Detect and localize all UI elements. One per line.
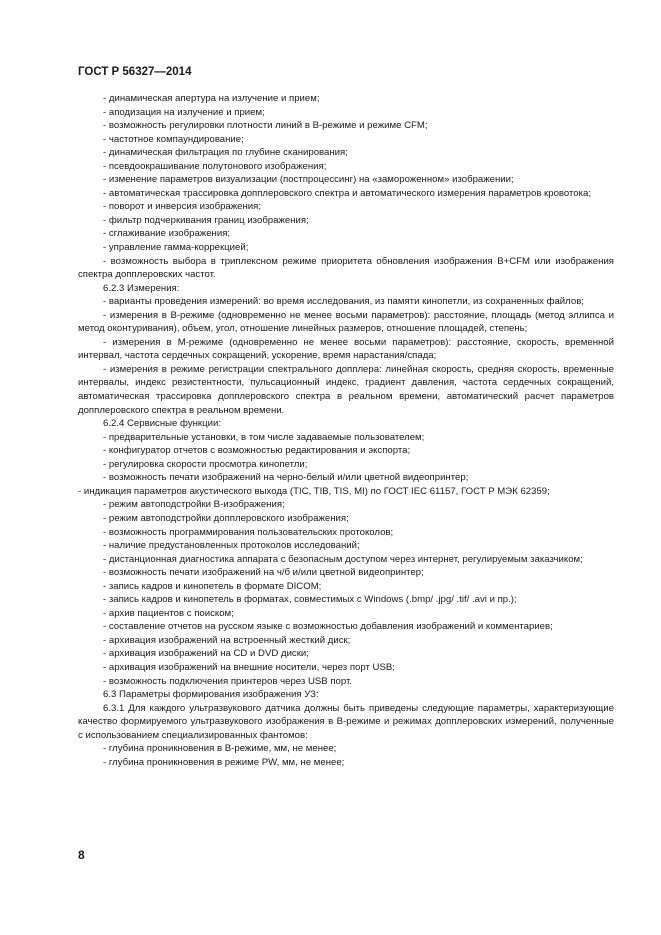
paragraph: - аподизация на излучение и прием; xyxy=(103,106,265,118)
paragraph: - возможность регулировки плотности линий в В-режиме и режиме CFM; xyxy=(103,120,428,132)
paragraph: - глубина проникновения в В-режиме, мм, не менее; xyxy=(103,743,337,755)
paragraph: - наличие предустановленных протоколов исследований; xyxy=(103,540,360,552)
paragraph: - глубина проникновения в режиме PW, мм, не менее; xyxy=(103,756,345,768)
paragraph: - архивация изображений на CD и DVD диски; xyxy=(103,648,309,660)
paragraph: - динамическая фильтрация по глубине сканирования; xyxy=(103,147,348,159)
paragraph: - запись кадров и кинопетель в форматах, совместимых с Windows (.bmp/ .jpg/ .tif/ .avi и пр.); xyxy=(103,594,517,606)
paragraph: - псевдоокрашивание полутонового изображения; xyxy=(103,160,327,172)
paragraph: - изменение параметров визуализации (постпроцессинг) на «замороженном» изображении; xyxy=(103,174,514,186)
paragraph: 6.2.4 Сервисные функции: xyxy=(103,418,222,430)
document-body xyxy=(78,92,614,769)
paragraph: - возможность программирования пользовательских протоколов; xyxy=(103,526,394,538)
paragraph: - регулировка скорости просмотра кинопетли; xyxy=(103,458,308,470)
paragraph: - сглаживание изображения; xyxy=(103,228,231,240)
paragraph: - индикация параметров акустического выхода (TIC, TIB, TIS, MI) по ГОСТ IEC 61157, ГОСТ Р МЭК 62359; xyxy=(78,485,550,497)
paragraph: 6.3 Параметры формирования изображения УЗ: xyxy=(103,689,319,701)
paragraph: - фильтр подчеркивания границ изображения; xyxy=(103,214,309,226)
paragraph: 6.2.3 Измерения: xyxy=(103,282,180,294)
paragraph: - дистанционная диагностика аппарата с безопасным доступом через интернет, регулируемым заказчиком; xyxy=(103,553,583,565)
page-number: 8 xyxy=(78,848,85,862)
paragraph: 6.3.1 Для каждого ультразвукового датчика должны быть приведены следующие параметры, характеризующие качество формируемого ультразвукового изображения в В-режиме и режимах допплеровских измерений, полученные с использованием специализированных фантомов: xyxy=(78,702,614,741)
paragraph: - измерения в В-режиме (одновременно не менее восьми параметров): расстояние, площадь (метод эллипса и метод оконтуривания), объем, угол, отношение линейных размеров, отношение площадей, степень; xyxy=(78,309,614,335)
paragraph: - измерения в режиме регистрации спектрального допплера: линейная скорость, средняя скорость, временные интервалы, индекс резистентности, пульсационный индекс, градиент давления, частота сердечных сокращений, автоматическая трассировка допплеровского спектра в реальном времени, автоматический расчет параметров допплеровского спектра в реальном времени. xyxy=(78,363,614,416)
paragraph: - составление отчетов на русском языке с возможностью добавления изображений и комментариев; xyxy=(103,621,553,633)
paragraph: - поворот и инверсия изображения; xyxy=(103,201,262,213)
document-header: ГОСТ Р 56327—2014 xyxy=(78,66,192,78)
paragraph: - измерения в М-режиме (одновременно не менее восьми параметров): расстояние, скорость, временной интервал, частота сердечных сокращений, ускорение, время нарастания/спада; xyxy=(78,336,614,362)
paragraph: - предварительные установки, в том числе задаваемые пользователем; xyxy=(103,431,425,443)
paragraph: - возможность печати изображений на ч/б и/или цветной видеопринтер; xyxy=(103,567,424,579)
paragraph: - частотное компаундирование; xyxy=(103,133,244,145)
paragraph: - архивация изображений на внешние носители, через порт USB; xyxy=(103,661,395,673)
paragraph: - архив пациентов с поиском; xyxy=(103,607,234,619)
paragraph: - автоматическая трассировка допплеровского спектра и автоматического измерения параметров кровотока; xyxy=(103,187,592,199)
paragraph: - управление гамма-коррекцией; xyxy=(103,242,249,254)
paragraph: - возможность выбора в триплексном режиме приоритета обновления изображения В+CFM или изображения спектра допплеровских частот. xyxy=(78,255,614,281)
paragraph: - архивация изображений на встроенный жесткий диск; xyxy=(103,634,351,646)
paragraph: - режим автоподстройки В-изображения; xyxy=(103,499,285,511)
paragraph: - варианты проведения измерений: во время исследования, из памяти кинопетли, из сохраненных файлов; xyxy=(103,296,584,308)
paragraph: - конфигуратор отчетов с возможностью редактирования и экспорта; xyxy=(103,445,411,457)
paragraph: - режим автоподстройки допплеровского изображения; xyxy=(103,512,349,524)
paragraph: - возможность подключения принтеров через USB порт. xyxy=(103,675,353,687)
paragraph: - запись кадров и кинопетель в формате DICOM; xyxy=(103,580,322,592)
paragraph: - динамическая апертура на излучение и прием; xyxy=(103,93,320,104)
paragraph: - возможность печати изображений на черно-белый и/или цветной видеопринтер; xyxy=(103,472,469,484)
